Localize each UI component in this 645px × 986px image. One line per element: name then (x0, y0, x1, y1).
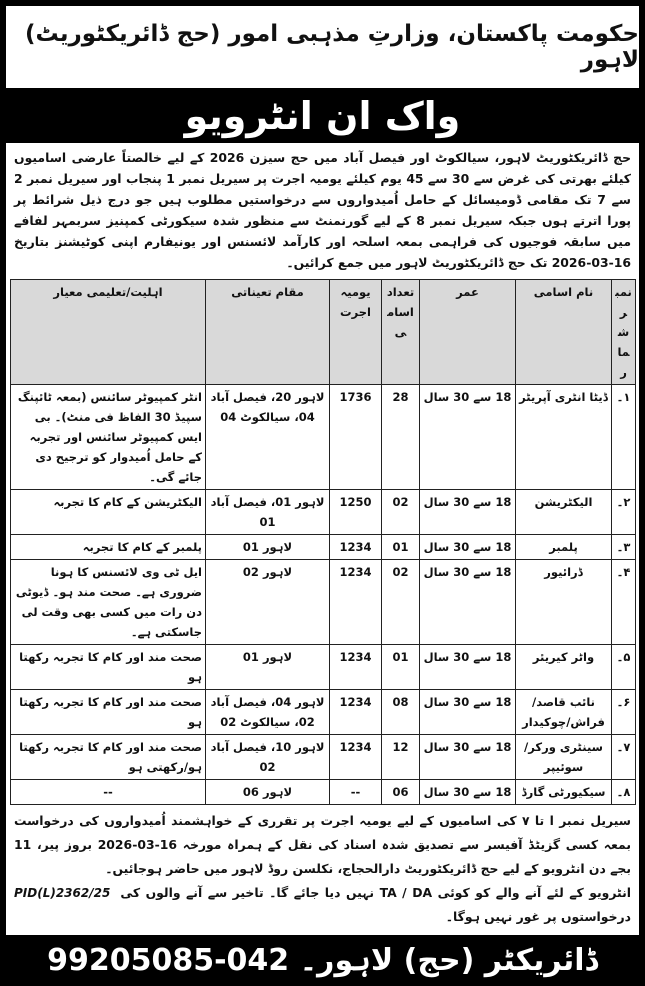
table-cell: 1234 (330, 560, 382, 645)
table-row (11, 385, 636, 490)
table-cell: 06 (382, 780, 420, 805)
table-cell: صحت مند اور کام کا تجربہ رکھتا ہو (11, 645, 206, 690)
table-cell: سیکیورٹی گارڈ (516, 780, 612, 805)
table-row (11, 560, 636, 645)
table-cell: ۸۔ (612, 780, 636, 805)
table-cell: 1234 (330, 645, 382, 690)
footer-text (10, 805, 635, 929)
table-cell: -- (330, 780, 382, 805)
table-cell: ڈیٹا انٹری آپریٹر (516, 385, 612, 490)
column-header: عمر (420, 280, 516, 385)
table-cell: لاہور 01 (206, 645, 330, 690)
pid-number: PID(L)2362/25 (14, 886, 111, 900)
table-row (11, 690, 636, 735)
table-cell: 18 سے 30 سال (420, 490, 516, 535)
table-cell: 18 سے 30 سال (420, 690, 516, 735)
table-cell: لاہور 20، فیصل آباد 04، سیالکوٹ 04 (206, 385, 330, 490)
table-cell: 28 (382, 385, 420, 490)
table-cell: 02 (382, 560, 420, 645)
table-row (11, 645, 636, 690)
column-header: یومیہ اجرت (330, 280, 382, 385)
footer-instructions: سیریل نمبر ا تا ۷ کی اسامیوں کے لیے یومیہ اجرت پر تقرری کے خواہشمند اُمیدواروں کی درخواست بمعہ کسی گزیٹڈ آفیسر سے تصدیق شدہ اسناد کی نقل کے ہمراہ مورخہ 16-03-2026 بروز پیر، 11 بجے دن انٹرویو کے لیے حج ڈائریکٹوریٹ دارالحجاج، نکلسن روڈ لاہور میں حاضر ہوجائیں۔ (14, 813, 631, 876)
table-cell: ایل ٹی وی لائسنس کا ہونا ضروری ہے۔ صحت مند ہو۔ ڈیوٹی دن رات میں کسی بھی وقت لی جاسکتی ہے۔ (11, 560, 206, 645)
table-cell: 12 (382, 735, 420, 780)
table-row (11, 780, 636, 805)
table-cell: ۷۔ (612, 735, 636, 780)
table-cell: لاہور 01، فیصل آباد 01 (206, 490, 330, 535)
table-cell: 18 سے 30 سال (420, 780, 516, 805)
table-cell: ۲۔ (612, 490, 636, 535)
table-cell: لاہور 04، فیصل آباد 02، سیالکوٹ 02 (206, 690, 330, 735)
table-cell: صحت مند اور کام کا تجربہ رکھتا ہو/رکھتی ہو (11, 735, 206, 780)
table-cell: 1250 (330, 490, 382, 535)
table-cell: 18 سے 30 سال (420, 735, 516, 780)
table-cell: 1234 (330, 735, 382, 780)
column-header: تعداد اسامی (382, 280, 420, 385)
table-cell: واٹر کیریئر (516, 645, 612, 690)
table-cell: نائب قاصد/فراش/چوکیدار (516, 690, 612, 735)
table-cell: ۴۔ (612, 560, 636, 645)
table-cell: ۳۔ (612, 535, 636, 560)
table-cell: 1234 (330, 690, 382, 735)
table-cell: ۵۔ (612, 645, 636, 690)
footer-note: انٹرویو کے لئے آنے والے کو کوئی TA / DA نہیں دیا جائے گا۔ تاخیر سے آنے والوں کی درخواستوں پر غور نہیں ہوگا۔ (120, 885, 631, 924)
table-cell: پلمبر کے کام کا تجربہ (11, 535, 206, 560)
signature-band (6, 935, 639, 986)
table-cell: الیکٹریشن کے کام کا تجربہ (11, 490, 206, 535)
table-cell: ڈرائیور (516, 560, 612, 645)
table-cell: لاہور 01 (206, 535, 330, 560)
table-cell: پلمبر (516, 535, 612, 560)
ad-body (6, 143, 639, 935)
table-cell: 18 سے 30 سال (420, 645, 516, 690)
footer-note-row (14, 881, 631, 929)
table-row (11, 735, 636, 780)
column-header: نام اسامی (516, 280, 612, 385)
table-cell: 18 سے 30 سال (420, 385, 516, 490)
signature-text: ڈائریکٹر (حج) لاہور۔ 042-99205085 (47, 943, 598, 978)
table-cell: 01 (382, 535, 420, 560)
intro-paragraph: حج ڈائریکٹوریٹ لاہور، سیالکوٹ اور فیصل آباد میں حج سیزن 2026 کے لیے خالصتاً عارضی اسامیوں کیلئے بھرتی کی غرض سے 30 سے 45 یوم کیلئے یومیہ اجرت پر سیریل نمبر 1 پنجاب اور سیریل نمبر 2 سے 7 تک مقامی ڈومیسائل کے حامل اُمیدواروں سے درخواستیں مطلوب ہیں جو درج ذیل شرائط پر پورا اترتے ہوں جبکہ سیریل نمبر 8 کے لیے گورنمنٹ سے منظور شدہ سیکورٹی کمپنیز سربمہر لفافے میں سابقہ فوجیوں کی فراہمی بمعہ اسلحہ اور کارآمد لائسنس اور یونیفارم اپنی کوٹیشنز بتاریخ 16-03-2026 تک حج ڈائریکٹوریٹ لاہور میں جمع کرائیں۔ (14, 150, 632, 270)
column-header: مقام تعیناتی (206, 280, 330, 385)
table-cell: -- (11, 780, 206, 805)
table-cell: لاہور 06 (206, 780, 330, 805)
table-row (11, 535, 636, 560)
table-cell: 18 سے 30 سال (420, 560, 516, 645)
column-header: اہلیت/تعلیمی معیار (11, 280, 206, 385)
header (6, 6, 639, 88)
banner-title: واک ان انٹرویو (184, 93, 461, 138)
banner (6, 88, 639, 143)
table-cell: لاہور 10، فیصل آباد 02 (206, 735, 330, 780)
table-cell: 02 (382, 490, 420, 535)
table-cell: الیکٹریشن (516, 490, 612, 535)
table-header-row (11, 280, 636, 385)
vacancy-table (10, 279, 636, 805)
table-row (11, 490, 636, 535)
table-cell: سینٹری ورکر/سوئیپر (516, 735, 612, 780)
table-cell: 08 (382, 690, 420, 735)
table-cell: ۱۔ (612, 385, 636, 490)
table-cell: 18 سے 30 سال (420, 535, 516, 560)
table-cell: 1234 (330, 535, 382, 560)
table-cell: صحت مند اور کام کا تجربہ رکھتا ہو (11, 690, 206, 735)
table-cell: لاہور 02 (206, 560, 330, 645)
header-title: حکومت پاکستان، وزارتِ مذہبی امور (حج ڈائریکٹوریٹ) لاہور (25, 21, 639, 73)
table-cell: انٹر کمپیوٹر سائنس (بمعہ ٹائپنگ سپیڈ 30 الفاظ فی منٹ)۔ بی ایس کمپیوٹر سائنس اور تجربہ کے حامل اُمیدوار کو ترجیح دی جائے گی۔ (11, 385, 206, 490)
table-cell: ۶۔ (612, 690, 636, 735)
table-cell: 1736 (330, 385, 382, 490)
column-header: نمبر شمار (612, 280, 636, 385)
table-cell: 01 (382, 645, 420, 690)
